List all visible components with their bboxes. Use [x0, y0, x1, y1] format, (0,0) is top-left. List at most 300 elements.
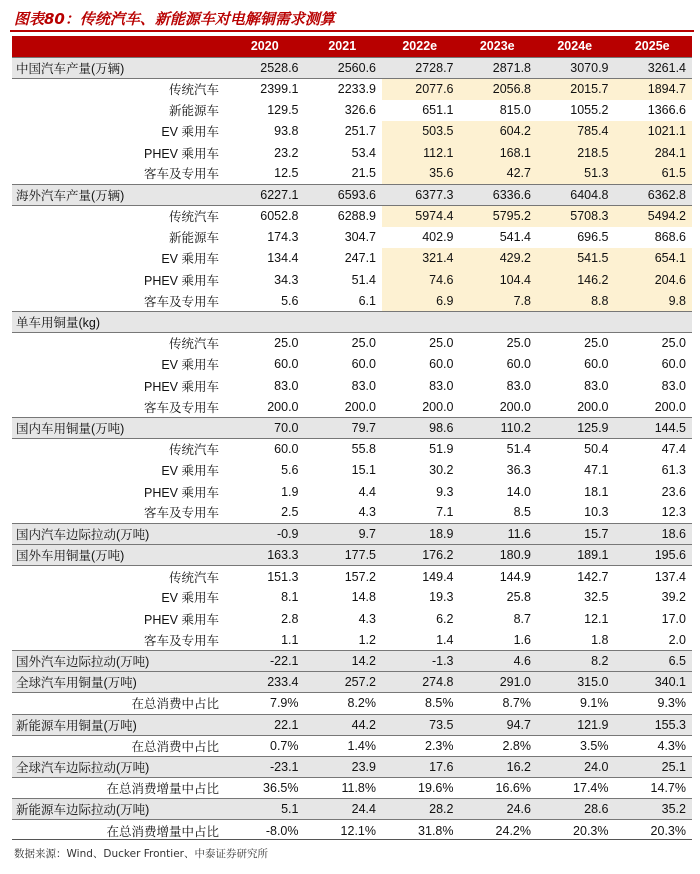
value-cell: 25.0: [584, 336, 609, 351]
table-row: [12, 333, 692, 354]
value-cell: 7.9%: [270, 696, 299, 711]
section-row: [12, 672, 692, 693]
value-cell: 144.9: [499, 569, 531, 584]
value-cell: 651.1: [422, 103, 454, 118]
value-cell: 79.7: [305, 417, 383, 438]
value-cell: 2233.9: [337, 82, 376, 97]
value-cell: 2.5: [281, 505, 299, 520]
header-year: 2020: [227, 36, 305, 57]
value-cell: 61.3: [661, 463, 686, 478]
value-cell: 1.1: [281, 632, 299, 647]
value-cell: 8.5%: [425, 696, 454, 711]
value-cell: 47.4: [661, 442, 686, 457]
value-cell: 1.9: [281, 484, 299, 499]
value-cell: 321.4: [382, 248, 460, 269]
table-row: [12, 375, 692, 396]
value-cell: 112.1: [382, 142, 460, 163]
header-label-cell: [12, 36, 227, 57]
value-cell: 25.1: [615, 756, 693, 777]
table-row: [12, 163, 692, 184]
value-cell: 23.6: [661, 484, 686, 499]
value-cell: 2728.7: [382, 57, 460, 78]
value-cell: 3.5%: [580, 738, 609, 753]
value-cell: 6.9: [382, 290, 460, 311]
section-row: [12, 799, 692, 820]
value-cell: 200.0: [577, 399, 609, 414]
table-row: [12, 142, 692, 163]
value-cell: 30.2: [429, 463, 454, 478]
value-cell: 24.6: [460, 799, 538, 820]
value-cell: 25.0: [274, 336, 299, 351]
value-cell: 1.4: [436, 632, 454, 647]
value-cell: 8.7: [513, 611, 531, 626]
value-cell: 12.1: [584, 611, 609, 626]
value-cell: 19.3: [429, 590, 454, 605]
value-cell: 5.6: [281, 293, 299, 308]
value-cell: 34.3: [274, 272, 299, 287]
value-cell: 9.7: [305, 523, 383, 544]
section-row: [12, 650, 692, 671]
value-cell: 60.0: [661, 357, 686, 372]
section-row: [12, 545, 692, 566]
value-cell: 6593.6: [305, 184, 383, 205]
section-row: [12, 756, 692, 777]
value-cell: 274.8: [382, 672, 460, 693]
value-cell: 125.9: [537, 417, 615, 438]
value-cell: 23.2: [274, 145, 299, 160]
value-cell: 654.1: [615, 248, 693, 269]
row-label: 新能源车用铜量(万吨): [12, 714, 227, 735]
figure-title: 图表80：传统汽车、新能源车对电解铜需求测算: [14, 10, 335, 28]
value-cell: 137.4: [654, 569, 686, 584]
value-cell: 60.0: [429, 357, 454, 372]
source-note: 数据来源：Wind、Ducker Frontier、中泰证券研究所: [14, 848, 268, 860]
value-cell: -22.1: [227, 650, 305, 671]
table-row: [12, 608, 692, 629]
value-cell: 6.5: [615, 650, 693, 671]
table-row: [12, 502, 692, 523]
value-cell: 22.1: [227, 714, 305, 735]
title-bar: [10, 6, 694, 32]
value-cell: 2056.8: [460, 78, 538, 99]
header-year: 2023e: [460, 36, 538, 57]
value-cell: 144.5: [615, 417, 693, 438]
value-cell: 1.2: [358, 632, 376, 647]
row-label: 在总消费增量中占比: [106, 824, 219, 839]
value-cell: 104.4: [460, 269, 538, 290]
row-label: PHEV 乘用车: [143, 379, 219, 394]
value-cell: 98.6: [382, 417, 460, 438]
row-label: EV 乘用车: [161, 358, 219, 373]
value-cell: 14.7%: [650, 781, 686, 796]
row-label: 国内汽车边际拉动(万吨): [12, 523, 227, 544]
value-cell: 5.1: [227, 799, 305, 820]
value-cell: 51.4: [506, 442, 531, 457]
value-cell: 83.0: [584, 378, 609, 393]
value-cell: 93.8: [274, 124, 299, 139]
value-cell: 83.0: [274, 378, 299, 393]
value-cell: 1.6: [513, 632, 531, 647]
row-label: 全球汽车用铜量(万吨): [12, 672, 227, 693]
row-label: 全球汽车边际拉动(万吨): [12, 756, 227, 777]
table-row: [12, 121, 692, 142]
value-cell: -23.1: [227, 756, 305, 777]
row-label: 客车及专用车: [143, 400, 219, 415]
row-label: 客车及专用车: [143, 294, 219, 309]
value-cell: 6362.8: [615, 184, 693, 205]
value-cell: 9.3: [436, 484, 454, 499]
value-cell: 247.1: [344, 251, 376, 266]
value-cell: 25.8: [506, 590, 531, 605]
value-cell: 868.6: [654, 230, 686, 245]
value-cell: [227, 311, 305, 332]
value-cell: 189.1: [537, 545, 615, 566]
value-cell: 44.2: [305, 714, 383, 735]
value-cell: 21.5: [351, 166, 376, 181]
value-cell: 47.1: [584, 463, 609, 478]
table-row: [12, 778, 692, 799]
value-cell: 200.0: [422, 399, 454, 414]
value-cell: 7.8: [460, 290, 538, 311]
bottom-rule: [12, 839, 692, 840]
value-cell: 6.1: [358, 293, 376, 308]
value-cell: 291.0: [460, 672, 538, 693]
value-cell: 180.9: [460, 545, 538, 566]
table-row: [12, 354, 692, 375]
table-row: [12, 693, 692, 714]
value-cell: 24.2%: [495, 823, 531, 838]
value-cell: 1021.1: [615, 121, 693, 142]
copper-demand-table: [12, 36, 692, 841]
value-cell: 233.4: [227, 672, 305, 693]
value-cell: 8.2: [537, 650, 615, 671]
table-row: [12, 566, 692, 587]
value-cell: 18.1: [584, 484, 609, 499]
value-cell: 2015.7: [537, 78, 615, 99]
value-cell: 1366.6: [647, 103, 686, 118]
value-cell: 60.0: [584, 357, 609, 372]
row-label: PHEV 乘用车: [143, 612, 219, 627]
value-cell: 157.2: [344, 569, 376, 584]
table-row: [12, 820, 692, 841]
table-row: [12, 78, 692, 99]
value-cell: 2.0: [668, 632, 686, 647]
value-cell: 4.3: [358, 505, 376, 520]
value-cell: 17.4%: [573, 781, 609, 796]
value-cell: 503.5: [382, 121, 460, 142]
value-cell: 11.6: [460, 523, 538, 544]
value-cell: 6404.8: [537, 184, 615, 205]
value-cell: 8.2%: [347, 696, 376, 711]
row-label: 客车及专用车: [143, 633, 219, 648]
value-cell: 3070.9: [537, 57, 615, 78]
value-cell: 785.4: [537, 121, 615, 142]
value-cell: 18.6: [615, 523, 693, 544]
value-cell: 25.0: [506, 336, 531, 351]
value-cell: 2560.6: [305, 57, 383, 78]
section-row: [12, 57, 692, 78]
table-row: [12, 735, 692, 756]
value-cell: 70.0: [227, 417, 305, 438]
row-label: 传统汽车: [168, 210, 219, 225]
table-row: [12, 100, 692, 121]
value-cell: 14.0: [506, 484, 531, 499]
value-cell: 25.0: [351, 336, 376, 351]
value-cell: 2.8: [281, 611, 299, 626]
value-cell: 134.4: [267, 251, 299, 266]
value-cell: 2399.1: [260, 82, 299, 97]
value-cell: 20.3%: [650, 823, 686, 838]
value-cell: 204.6: [615, 269, 693, 290]
value-cell: 20.3%: [573, 823, 609, 838]
value-cell: 284.1: [615, 142, 693, 163]
header-year: 2021: [305, 36, 383, 57]
value-cell: 541.4: [499, 230, 531, 245]
value-cell: 151.3: [267, 569, 299, 584]
value-cell: 142.7: [577, 569, 609, 584]
row-label: 传统汽车: [168, 443, 219, 458]
section-row: [12, 417, 692, 438]
value-cell: 83.0: [351, 378, 376, 393]
value-cell: -1.3: [382, 650, 460, 671]
value-cell: 195.6: [615, 545, 693, 566]
row-label: 传统汽车: [168, 83, 219, 98]
value-cell: 1.8: [591, 632, 609, 647]
value-cell: [382, 311, 460, 332]
value-cell: 24.4: [305, 799, 383, 820]
value-cell: 15.1: [351, 463, 376, 478]
value-cell: 2871.8: [460, 57, 538, 78]
value-cell: 83.0: [661, 378, 686, 393]
value-cell: -8.0%: [265, 823, 299, 838]
value-cell: 251.7: [344, 124, 376, 139]
value-cell: 6336.6: [460, 184, 538, 205]
value-cell: 168.1: [460, 142, 538, 163]
table-body: [12, 57, 692, 841]
value-cell: 11.8%: [341, 781, 376, 796]
value-cell: 121.9: [537, 714, 615, 735]
value-cell: 149.4: [422, 569, 454, 584]
value-cell: 9.1%: [580, 696, 609, 711]
section-row: [12, 523, 692, 544]
value-cell: 6052.8: [260, 209, 299, 224]
value-cell: 4.3%: [657, 738, 686, 753]
value-cell: 74.6: [382, 269, 460, 290]
table-row: [12, 290, 692, 311]
value-cell: 94.7: [460, 714, 538, 735]
value-cell: 6288.9: [337, 209, 376, 224]
value-cell: 25.0: [429, 336, 454, 351]
value-cell: 10.3: [584, 505, 609, 520]
table-row: [12, 629, 692, 650]
value-cell: 61.5: [615, 163, 693, 184]
value-cell: 200.0: [267, 399, 299, 414]
row-label: 新能源车: [168, 231, 219, 246]
value-cell: 51.9: [429, 442, 454, 457]
row-label: PHEV 乘用车: [143, 273, 219, 288]
row-label: 国内车用铜量(万吨): [12, 417, 227, 438]
value-cell: 60.0: [274, 442, 299, 457]
value-cell: 696.5: [577, 230, 609, 245]
row-label: 中国汽车产量(万辆): [12, 57, 227, 78]
value-cell: 1055.2: [570, 103, 609, 118]
value-cell: 60.0: [274, 357, 299, 372]
header-year: 2024e: [537, 36, 615, 57]
row-label: 在总消费增量中占比: [106, 782, 219, 797]
row-label: 海外汽车产量(万辆): [12, 184, 227, 205]
value-cell: 16.6%: [495, 781, 531, 796]
value-cell: 35.6: [382, 163, 460, 184]
value-cell: 36.5%: [263, 781, 299, 796]
value-cell: 315.0: [537, 672, 615, 693]
value-cell: 541.5: [537, 248, 615, 269]
value-cell: 110.2: [460, 417, 538, 438]
value-cell: [305, 311, 383, 332]
value-cell: 51.4: [351, 272, 376, 287]
row-label: 单车用铜量(kg): [12, 311, 227, 332]
header-year: 2025e: [615, 36, 693, 57]
section-row: [12, 184, 692, 205]
value-cell: 8.7%: [502, 696, 531, 711]
value-cell: 24.0: [537, 756, 615, 777]
row-label: 新能源车: [168, 104, 219, 119]
row-label: EV 乘用车: [161, 125, 219, 140]
value-cell: 28.2: [382, 799, 460, 820]
value-cell: 53.4: [351, 145, 376, 160]
value-cell: 50.4: [584, 442, 609, 457]
value-cell: 16.2: [460, 756, 538, 777]
value-cell: 2077.6: [382, 78, 460, 99]
value-cell: 8.5: [513, 505, 531, 520]
value-cell: 17.6: [382, 756, 460, 777]
table-row: [12, 227, 692, 248]
table-row: [12, 460, 692, 481]
value-cell: 14.2: [305, 650, 383, 671]
row-label: EV 乘用车: [161, 252, 219, 267]
row-label: 传统汽车: [168, 570, 219, 585]
value-cell: 31.8%: [418, 823, 454, 838]
row-label: 客车及专用车: [143, 167, 219, 182]
value-cell: 25.0: [661, 336, 686, 351]
value-cell: 8.8: [537, 290, 615, 311]
value-cell: 35.2: [615, 799, 693, 820]
section-row: [12, 714, 692, 735]
value-cell: -0.9: [227, 523, 305, 544]
value-cell: 19.6%: [418, 781, 454, 796]
value-cell: 604.2: [460, 121, 538, 142]
value-cell: 14.8: [351, 590, 376, 605]
header-row: [12, 36, 692, 57]
row-label: PHEV 乘用车: [143, 485, 219, 500]
table-row: [12, 269, 692, 290]
table-row: [12, 481, 692, 502]
value-cell: 177.5: [305, 545, 383, 566]
row-label: 国外汽车边际拉动(万吨): [12, 650, 227, 671]
value-cell: 0.7%: [270, 738, 299, 753]
value-cell: 83.0: [429, 378, 454, 393]
value-cell: 257.2: [305, 672, 383, 693]
value-cell: 2.3%: [425, 738, 454, 753]
value-cell: 28.6: [537, 799, 615, 820]
value-cell: 146.2: [537, 269, 615, 290]
value-cell: 39.2: [661, 590, 686, 605]
value-cell: 23.9: [305, 756, 383, 777]
value-cell: 5.6: [281, 463, 299, 478]
value-cell: 429.2: [460, 248, 538, 269]
value-cell: 200.0: [344, 399, 376, 414]
value-cell: 129.5: [267, 103, 299, 118]
row-label: 传统汽车: [168, 337, 219, 352]
value-cell: [537, 311, 615, 332]
table-row: [12, 439, 692, 460]
value-cell: 32.5: [584, 590, 609, 605]
row-label: 客车及专用车: [143, 506, 219, 521]
table-row: [12, 587, 692, 608]
value-cell: 155.3: [615, 714, 693, 735]
table-row: [12, 248, 692, 269]
value-cell: 218.5: [537, 142, 615, 163]
value-cell: 60.0: [351, 357, 376, 372]
value-cell: 1.4%: [347, 738, 376, 753]
value-cell: 9.8: [615, 290, 693, 311]
value-cell: 5795.2: [460, 206, 538, 227]
value-cell: 15.7: [537, 523, 615, 544]
table-row: [12, 396, 692, 417]
value-cell: 402.9: [422, 230, 454, 245]
value-cell: 3261.4: [615, 57, 693, 78]
value-cell: [460, 311, 538, 332]
row-label: 在总消费中占比: [131, 697, 219, 712]
value-cell: 60.0: [506, 357, 531, 372]
row-label: 国外车用铜量(万吨): [12, 545, 227, 566]
value-cell: 1894.7: [615, 78, 693, 99]
value-cell: 200.0: [499, 399, 531, 414]
value-cell: 5708.3: [537, 206, 615, 227]
value-cell: 4.3: [358, 611, 376, 626]
value-cell: 17.0: [661, 611, 686, 626]
value-cell: 18.9: [382, 523, 460, 544]
section-row: [12, 311, 692, 332]
value-cell: 12.1%: [340, 823, 376, 838]
value-cell: [615, 311, 693, 332]
value-cell: 5974.4: [382, 206, 460, 227]
row-label: PHEV 乘用车: [143, 146, 219, 161]
table-row: [12, 206, 692, 227]
value-cell: 6.2: [436, 611, 454, 626]
value-cell: 5494.2: [615, 206, 693, 227]
value-cell: 36.3: [506, 463, 531, 478]
row-label: EV 乘用车: [161, 464, 219, 479]
value-cell: 6227.1: [227, 184, 305, 205]
value-cell: 176.2: [382, 545, 460, 566]
value-cell: 200.0: [654, 399, 686, 414]
value-cell: 73.5: [382, 714, 460, 735]
value-cell: 174.3: [267, 230, 299, 245]
value-cell: 340.1: [615, 672, 693, 693]
value-cell: 83.0: [506, 378, 531, 393]
value-cell: 51.3: [537, 163, 615, 184]
row-label: EV 乘用车: [161, 591, 219, 606]
value-cell: 12.3: [661, 505, 686, 520]
value-cell: 42.7: [460, 163, 538, 184]
value-cell: 9.3%: [657, 696, 686, 711]
value-cell: 55.8: [351, 442, 376, 457]
value-cell: 4.4: [358, 484, 376, 499]
row-label: 在总消费中占比: [131, 739, 219, 754]
value-cell: 4.6: [460, 650, 538, 671]
value-cell: 304.7: [344, 230, 376, 245]
value-cell: 163.3: [227, 545, 305, 566]
